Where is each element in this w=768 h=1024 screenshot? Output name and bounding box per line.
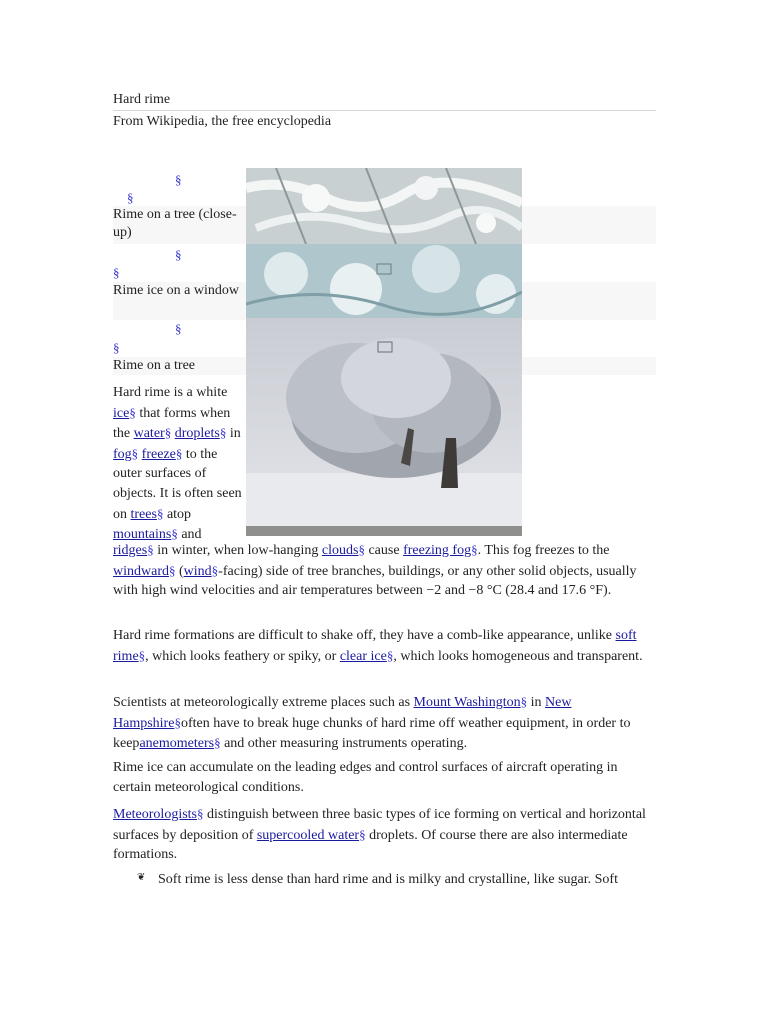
link-anemometers[interactable]: anemometers bbox=[139, 736, 215, 752]
list-item: Soft rime is less dense than hard rime and is milky and crystalline, like sugar. Soft bbox=[158, 872, 618, 887]
link-fog[interactable]: fog bbox=[113, 446, 132, 462]
rime-tree-image bbox=[246, 318, 522, 536]
section-link-icon[interactable]: § bbox=[113, 340, 120, 355]
section-link-icon[interactable]: § bbox=[169, 562, 176, 578]
section-link-icon[interactable]: § bbox=[147, 542, 154, 557]
section-link-icon[interactable]: § bbox=[175, 172, 182, 187]
section-link-icon[interactable]: § bbox=[359, 826, 366, 842]
link-windward[interactable]: windward bbox=[113, 563, 169, 579]
paragraph-scientists: Scientists at meteorologically extreme places such as Mount Washington§ in New Hampshire§often have to break huge chunks of hard rime off weather equipment, in order to keepanemometers§ and other measuring instruments operating. bbox=[113, 694, 631, 752]
section-link-icon[interactable]: § bbox=[471, 542, 478, 557]
link-new-hampshire[interactable]: New Hampshire bbox=[113, 695, 572, 731]
section-link-icon[interactable]: § bbox=[131, 445, 139, 461]
section-link-icon[interactable]: § bbox=[175, 321, 182, 336]
paragraph-intro-bottom: ridges§ in winter, when low-hanging clouds§ cause freezing fog§. This fog freezes to the windward§ (wind§-facing) side of tree branches, buildings, or any other solid objects, usually with high wind velocities and air temperatures between −2 and −8 °C (28.4 and 17.6 °F). bbox=[113, 542, 637, 599]
section-link-icon[interactable]: § bbox=[113, 265, 120, 280]
figure-caption: Rime on a tree bbox=[113, 358, 196, 373]
section-link-icon[interactable]: § bbox=[211, 562, 219, 578]
section-link-icon[interactable]: § bbox=[214, 735, 221, 751]
section-link-icon[interactable]: § bbox=[156, 505, 164, 521]
link-meteorologists[interactable]: Meteorologists bbox=[113, 807, 197, 822]
section-link-icon[interactable]: § bbox=[129, 404, 136, 420]
link-clear-ice[interactable]: clear ice bbox=[339, 648, 387, 664]
link-mountains[interactable]: mountains bbox=[113, 527, 172, 543]
paragraph-intro-top: Hard rime is a white ice§ that forms when the water§ droplets§ in fog§ freeze§ to the outer surfaces of objects. It is often seen on trees§ atop mountains§ and bbox=[113, 385, 242, 543]
link-ridges[interactable]: ridges bbox=[113, 543, 148, 558]
rime-closeup-image bbox=[246, 168, 522, 244]
section-link-icon[interactable]: § bbox=[174, 714, 181, 730]
paragraph-formations: Hard rime formations are difficult to shake off, they have a comb-like appearance, unlike soft rime§, which looks feathery or spiky, or clear ice§, which looks homogeneous and transparent. bbox=[113, 628, 643, 664]
section-link-icon[interactable]: § bbox=[358, 542, 365, 557]
link-droplets[interactable]: droplets bbox=[174, 426, 220, 442]
paragraph-aircraft: Rime ice can accumulate on the leading edges and control surfaces of aircraft operating in certain meteorological conditions. bbox=[113, 760, 618, 795]
figure-caption: Rime on a tree (close-up) bbox=[113, 207, 237, 240]
link-mount-washington[interactable]: Mount Washington bbox=[413, 695, 521, 710]
bullet-icon: ❦ bbox=[137, 872, 146, 883]
link-supercooled-water[interactable]: supercooled water bbox=[256, 827, 360, 843]
link-water[interactable]: water bbox=[133, 426, 165, 442]
section-link-icon[interactable]: § bbox=[127, 190, 134, 205]
section-link-icon[interactable]: § bbox=[219, 425, 227, 441]
page-subtitle: From Wikipedia, the free encyclopedia bbox=[113, 114, 332, 129]
link-ice[interactable]: ice bbox=[113, 405, 130, 421]
link-wind[interactable]: wind bbox=[183, 563, 212, 579]
section-link-icon[interactable]: § bbox=[386, 647, 394, 663]
link-freeze[interactable]: freeze bbox=[141, 446, 176, 462]
section-link-icon[interactable]: § bbox=[175, 247, 182, 262]
link-trees[interactable]: trees bbox=[130, 506, 157, 522]
section-link-icon[interactable]: § bbox=[197, 806, 204, 821]
link-freezing-fog[interactable]: freezing fog bbox=[403, 543, 472, 558]
section-link-icon[interactable]: § bbox=[175, 445, 183, 461]
figure-caption: Rime ice on a window bbox=[113, 283, 239, 298]
section-link-icon[interactable]: § bbox=[520, 694, 528, 709]
section-link-icon[interactable]: § bbox=[138, 647, 146, 663]
rime-window-image bbox=[246, 244, 522, 318]
section-link-icon[interactable]: § bbox=[164, 425, 172, 441]
section-link-icon[interactable]: § bbox=[171, 526, 178, 542]
link-soft-rime[interactable]: soft rime bbox=[113, 628, 637, 664]
link-clouds[interactable]: clouds bbox=[321, 543, 359, 558]
page-title: Hard rime bbox=[113, 91, 656, 111]
paragraph-meteorologists: Meteorologists§ distinguish between three basic types of ice forming on vertical and horizontal surfaces by deposition of supercooled water§ droplets. Of course there are also intermediate formations. bbox=[113, 806, 646, 863]
